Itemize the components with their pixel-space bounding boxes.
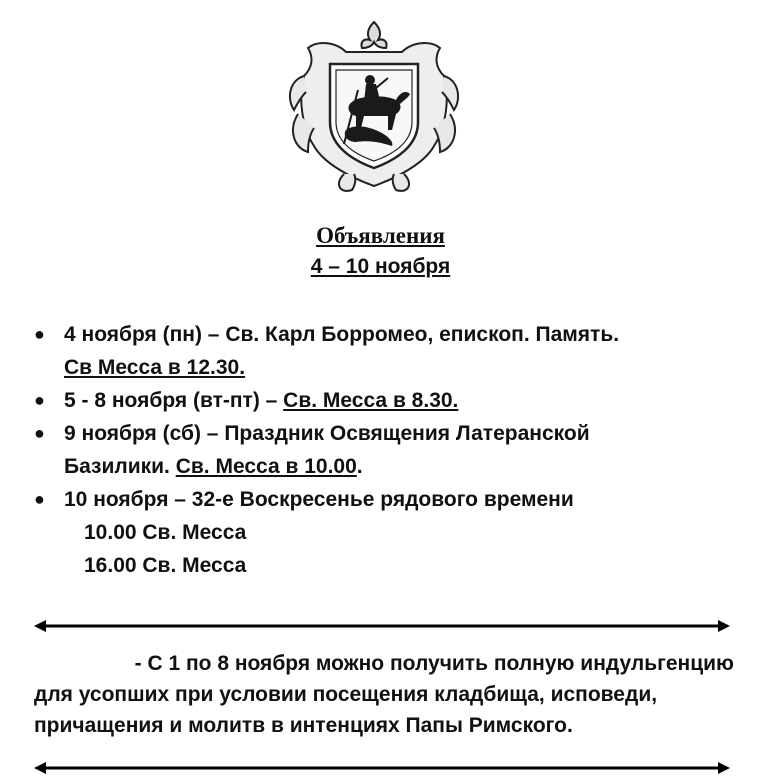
item-text: 4 ноября (пн) – Св. Карл Борромео, епископ. Память. — [64, 323, 620, 346]
indulgence-notice — [34, 648, 734, 741]
date-range: 4 – 10 ноября — [310, 255, 451, 278]
mass-time-link: Св. Месса в 8.30. — [283, 389, 459, 412]
item-text: . — [356, 455, 363, 478]
coat-of-arms-emblem — [284, 18, 464, 196]
notice-line: причащения и молитв в интенциях Папы Римского. — [34, 714, 573, 737]
bullet-icon: ● — [34, 390, 45, 410]
double-arrow-divider — [34, 618, 730, 634]
bullet-icon: ● — [34, 324, 45, 344]
notice-line: для усопших при условии посещения кладбища, исповеди, — [34, 683, 658, 706]
bullet-icon: ● — [34, 489, 45, 509]
notice-line: - С 1 по 8 ноября можно получить полную индульгенцию — [134, 652, 734, 675]
double-arrow-divider — [34, 760, 730, 776]
list-item — [34, 384, 734, 417]
mass-time-link: Св. Месса в 10.00 — [175, 455, 357, 478]
page-title: Объявления — [316, 223, 445, 248]
item-text: 9 ноября (сб) – Праздник Освящения Латеранской — [64, 422, 590, 445]
item-text: Базилики. — [64, 455, 176, 478]
schedule-list — [34, 318, 734, 582]
list-item — [34, 417, 734, 483]
item-text: 10 ноября – 32-е Воскресенье рядового времени — [64, 488, 574, 511]
list-item — [34, 318, 734, 384]
mass-time: 16.00 Св. Месса — [84, 554, 247, 577]
item-text: 5 - 8 ноября (вт-пт) – — [64, 389, 284, 412]
bullet-icon: ● — [34, 423, 45, 443]
mass-time-link: Св Месса в 12.30. — [64, 356, 246, 379]
list-item — [34, 483, 734, 582]
mass-time: 10.00 Св. Месса — [84, 521, 247, 544]
